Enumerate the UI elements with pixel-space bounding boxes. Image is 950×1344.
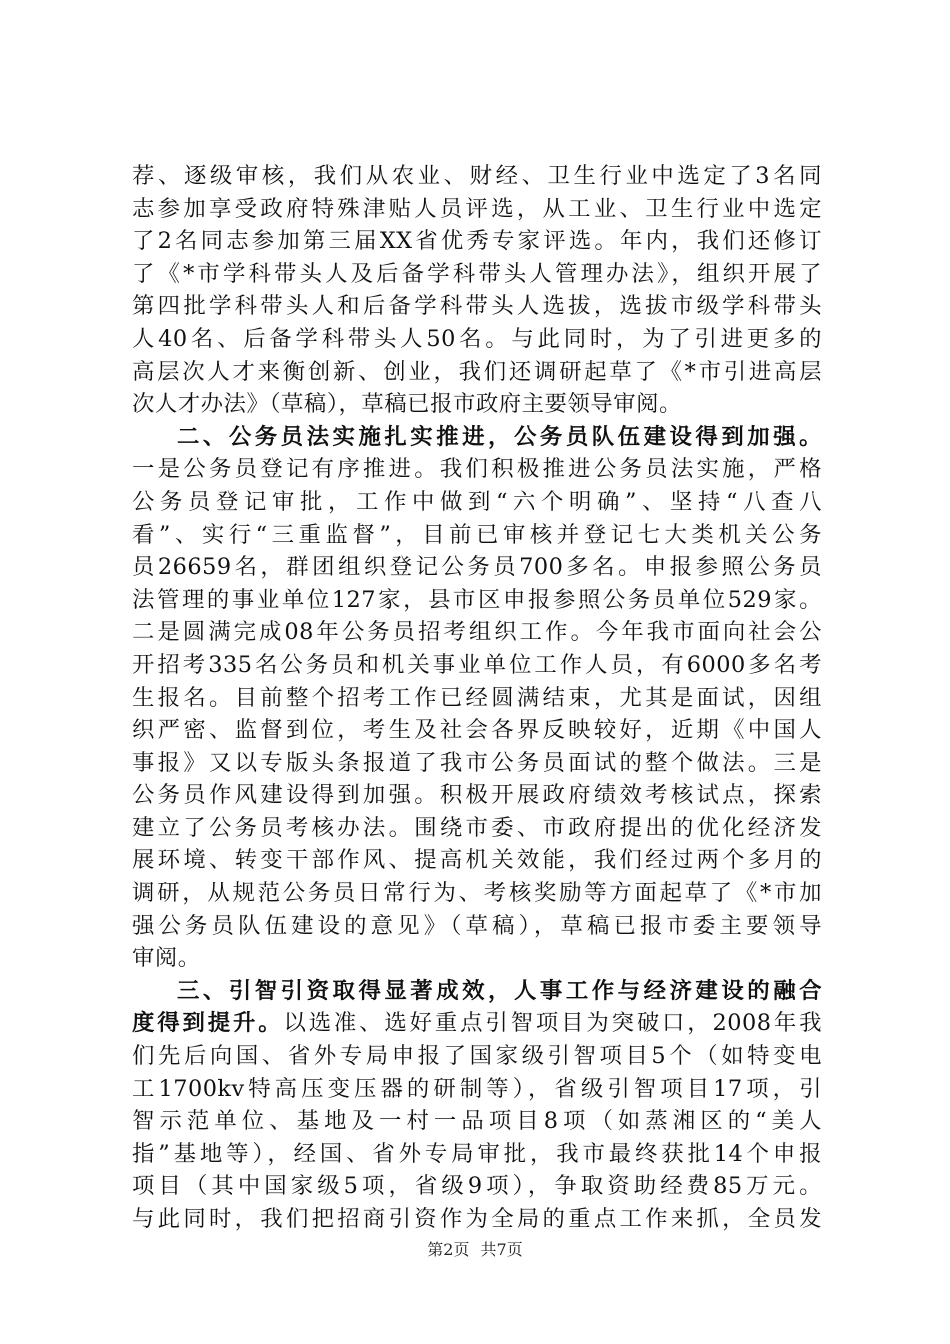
body-text: 看”、实行“三重监督”，目前已审核并登记七大类机关公务 bbox=[132, 521, 822, 548]
body-text: 公务员作风建设得到加强。积极开展政府绩效考核试点，探索 bbox=[132, 782, 822, 809]
body-text: 二是圆满完成08年公务员招考组织工作。今年我市面向社会公 bbox=[132, 619, 822, 646]
body-text: 人40名、后备学科带头人50名。与此同时，为了引进更多的 bbox=[132, 325, 822, 352]
text-line bbox=[132, 1170, 822, 1203]
text-line bbox=[132, 616, 822, 649]
body-text: 们先后向国、省外专局申报了国家级引智项目5个（如特变电 bbox=[132, 1043, 822, 1070]
text-line bbox=[132, 1138, 822, 1171]
text-line bbox=[132, 290, 822, 323]
body-text: 生报名。目前整个招考工作已经圆满结束，尤其是面试，因组 bbox=[132, 684, 822, 711]
body-text: 建立了公务员考核办法。围绕市委、市政府提出的优化经济发 bbox=[132, 814, 822, 841]
text-line bbox=[132, 519, 822, 552]
text-line bbox=[132, 910, 822, 943]
body-text: 高层次人才来衡创新、创业，我们还调研起草了《*市引进高层 bbox=[132, 358, 822, 385]
body-text: 员26659名，群团组织登记公务员700多名。申报参照公务员 bbox=[132, 554, 822, 581]
text-line bbox=[132, 193, 822, 226]
heading-text: 二、公务员法实施扎实推进，公务员队伍建设得到加强。 bbox=[177, 423, 822, 450]
text-line bbox=[132, 323, 822, 356]
text-line bbox=[132, 258, 822, 291]
text-line bbox=[132, 160, 822, 193]
text-line bbox=[132, 388, 822, 421]
body-text: 展环境、转变干部作风、提高机关效能，我们经过两个多月的 bbox=[132, 847, 822, 874]
body-text: 荐、逐级审核，我们从农业、财经、卫生行业中选定了3名同 bbox=[132, 163, 822, 189]
text-line bbox=[132, 486, 822, 519]
page-footer bbox=[0, 1240, 950, 1260]
page-number: 第2页 bbox=[427, 1240, 470, 1259]
text-line bbox=[132, 453, 822, 486]
text-line bbox=[132, 421, 822, 454]
text-line bbox=[132, 747, 822, 780]
text-line bbox=[132, 1073, 822, 1106]
heading-text: 三、引智引资取得显著成效，人事工作与经济建设的融合 bbox=[177, 977, 822, 1004]
body-text: 事报》又以专版头条报道了我市公务员面试的整个做法。三是 bbox=[132, 749, 822, 776]
page-total: 共7页 bbox=[480, 1240, 523, 1259]
text-line bbox=[132, 551, 822, 584]
body-text: 织严密、监督到位，考生及社会各界反映较好，近期《中国人 bbox=[132, 717, 822, 744]
body-text: 指”基地等），经国、省外专局审批，我市最终获批14个申报 bbox=[132, 1140, 822, 1167]
text-line bbox=[132, 714, 822, 747]
body-text: 了2名同志参加第三届XX省优秀专家评选。年内，我们还修订 bbox=[132, 228, 822, 255]
body-text: 了《*市学科带头人及后备学科带头人管理办法》，组织开展了 bbox=[132, 260, 822, 287]
text-line bbox=[132, 812, 822, 845]
body-text: 智示范单位、基地及一村一品项目8项（如蒸湘区的“美人 bbox=[132, 1108, 822, 1135]
body-text: 法管理的事业单位127家，县市区申报参照公务员单位529家。 bbox=[132, 586, 822, 613]
body-text: 第四批学科带头人和后备学科带头人选拔，选拔市级学科带头 bbox=[132, 293, 822, 320]
text-line bbox=[132, 1105, 822, 1138]
text-line bbox=[132, 682, 822, 715]
document-body bbox=[132, 160, 822, 1236]
text-line bbox=[132, 1040, 822, 1073]
body-text: 调研，从规范公务员日常行为、考核奖励等方面起草了《*市加 bbox=[132, 880, 822, 907]
text-line bbox=[132, 942, 822, 975]
text-line bbox=[132, 225, 822, 258]
text-line bbox=[132, 844, 822, 877]
text-line bbox=[132, 649, 822, 682]
body-text: 志参加享受政府特殊津贴人员评选，从工业、卫生行业中选定 bbox=[132, 195, 822, 222]
body-text: 以选准、选好重点引智项目为突破口，2008年我 bbox=[283, 1010, 823, 1037]
body-text: 与此同时，我们把招商引资作为全局的重点工作来抓，全员发 bbox=[132, 1206, 822, 1232]
heading-text: 度得到提升。 bbox=[132, 1010, 284, 1037]
body-text: 工1700kv特高压变压器的研制等），省级引智项目17项，引 bbox=[132, 1075, 822, 1102]
body-text: 开招考335名公务员和机关事业单位工作人员，有6000多名考 bbox=[132, 651, 822, 678]
text-line bbox=[132, 1203, 822, 1236]
body-text: 公务员登记审批，工作中做到“六个明确”、坚持“八查八 bbox=[132, 488, 822, 515]
text-line bbox=[132, 584, 822, 617]
body-text: 一是公务员登记有序推进。我们积极推进公务员法实施，严格 bbox=[132, 456, 822, 483]
text-line bbox=[132, 1007, 822, 1040]
body-text: 审阅。 bbox=[132, 945, 201, 972]
body-text: 强公务员队伍建设的意见》（草稿），草稿已报市委主要领导 bbox=[132, 912, 822, 939]
text-line bbox=[132, 975, 822, 1008]
text-line bbox=[132, 356, 822, 389]
body-text: 项目（其中国家级5项，省级9项），争取资助经费85万元。 bbox=[132, 1173, 822, 1200]
body-text: 次人才办法》（草稿），草稿已报市政府主要领导审阅。 bbox=[132, 391, 682, 418]
text-line bbox=[132, 877, 822, 910]
text-line bbox=[132, 779, 822, 812]
